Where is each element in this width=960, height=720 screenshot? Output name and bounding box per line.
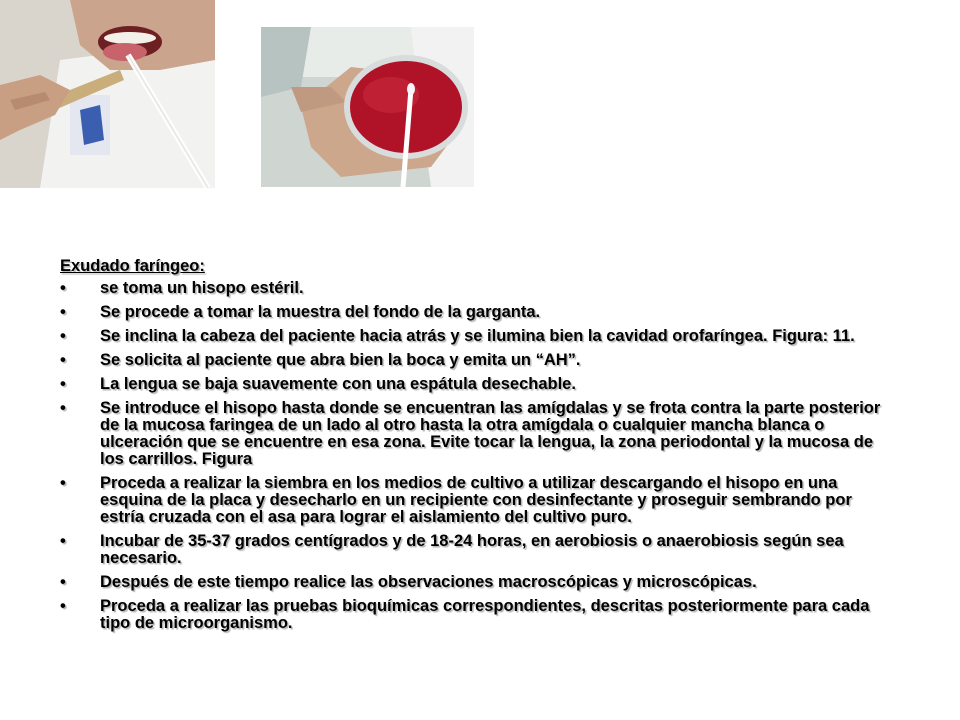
list-item bbox=[60, 598, 890, 632]
list-item-text: Proceda a realizar las pruebas bioquímicas correspondientes, descritas posteriormente para cada tipo de microorganismo. bbox=[100, 597, 870, 632]
blood-agar-plate-photo bbox=[261, 27, 474, 187]
bullet-icon: • bbox=[60, 351, 66, 369]
list-item-text: Proceda a realizar la siembra en los medios de cultivo a utilizar descargando el hisopo en una esquina de la placa y desecharlo en un recipiente con desinfectante y proseguir sembrando por estría cruzada con el asa para lograr el aislamiento del cultivo puro. bbox=[100, 474, 852, 526]
bullet-icon: • bbox=[60, 532, 66, 550]
list-item bbox=[60, 304, 890, 321]
list-item-text: Se solicita al paciente que abra bien la boca y emita un “AH”. bbox=[100, 351, 581, 369]
list-item-text: Se inclina la cabeza del paciente hacia atrás y se ilumina bien la cavidad orofaríngea. Figura: 11. bbox=[100, 327, 855, 345]
throat-swab-photo bbox=[0, 0, 215, 188]
list-item-text: se toma un hisopo estéril. bbox=[100, 279, 304, 297]
list-item bbox=[60, 352, 890, 369]
list-item bbox=[60, 475, 890, 526]
procedure-list bbox=[60, 280, 890, 632]
list-item bbox=[60, 574, 890, 591]
list-item-text: La lengua se baja suavemente con una espátula desechable. bbox=[100, 375, 576, 393]
bullet-icon: • bbox=[60, 303, 66, 321]
list-item-text: Se introduce el hisopo hasta donde se encuentran las amígdalas y se frota contra la parte posterior de la mucosa faringea de un lado al otro hasta la otra amígdala o cualquier mancha blanca o ulceración que se encuentre en esa zona. Evite tocar la lengua, la zona periodontal y la mucosa de los carrillos. Figura bbox=[100, 399, 881, 468]
list-item-text: Después de este tiempo realice las observaciones macroscópicas y microscópicas. bbox=[100, 573, 757, 591]
bullet-icon: • bbox=[60, 597, 66, 615]
bullet-icon: • bbox=[60, 474, 66, 492]
list-item bbox=[60, 280, 890, 297]
procedure-text bbox=[60, 258, 890, 639]
section-heading: Exudado faríngeo: bbox=[60, 257, 205, 275]
list-item bbox=[60, 400, 890, 468]
list-item-text: Incubar de 35-37 grados centígrados y de 18-24 horas, en aerobiosis o anaerobiosis según sea necesario. bbox=[100, 532, 844, 567]
bullet-icon: • bbox=[60, 279, 66, 297]
list-item bbox=[60, 376, 890, 393]
list-item bbox=[60, 328, 890, 345]
list-item bbox=[60, 533, 890, 567]
bullet-icon: • bbox=[60, 573, 66, 591]
bullet-icon: • bbox=[60, 399, 66, 417]
list-item-text: Se procede a tomar la muestra del fondo de la garganta. bbox=[100, 303, 541, 321]
bullet-icon: • bbox=[60, 327, 66, 345]
bullet-icon: • bbox=[60, 375, 66, 393]
